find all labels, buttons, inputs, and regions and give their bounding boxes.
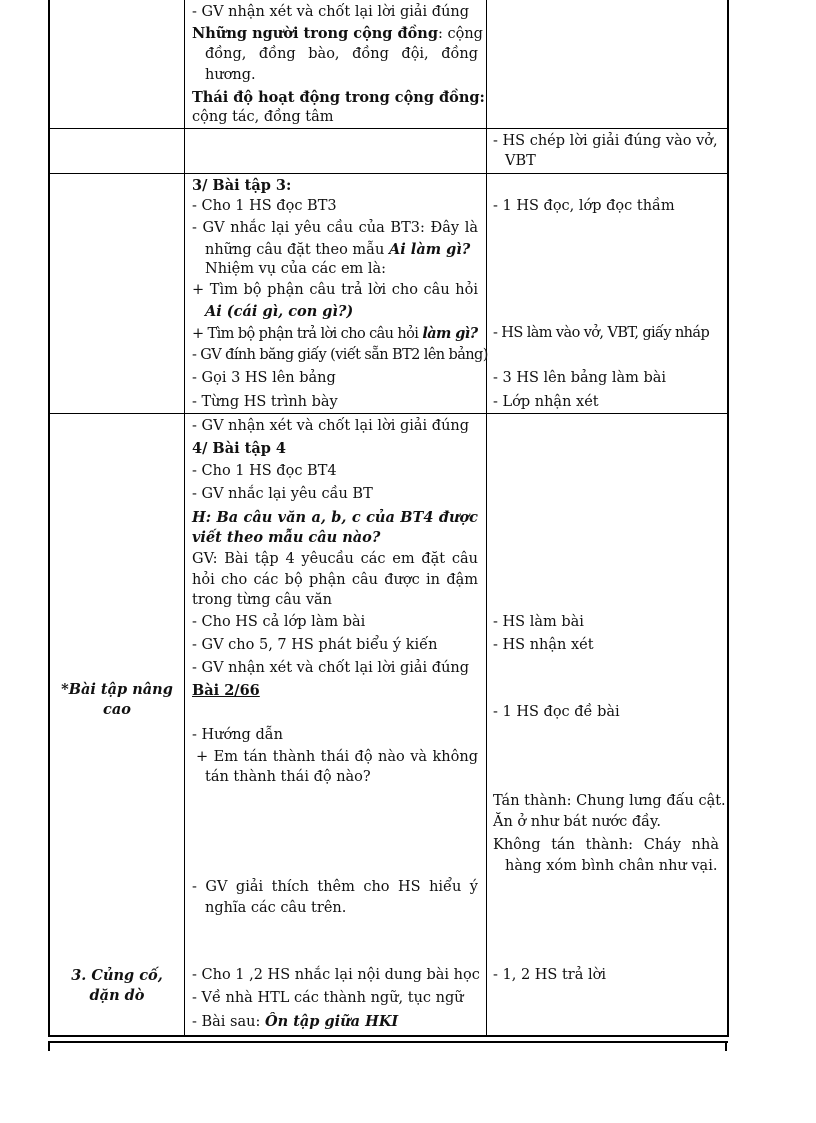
activity-advanced-exercise: *Bài tập nâng <box>61 681 173 698</box>
column-divider-1 <box>184 0 185 1036</box>
table-left-border <box>48 0 50 1036</box>
teacher-line: nghĩa các câu trên. <box>205 900 347 916</box>
next-table-right-border <box>725 1041 727 1051</box>
teacher-line: - Về nhà HTL các thành ngữ, tục ngữ <box>192 990 464 1006</box>
row-divider-1 <box>48 128 729 129</box>
exercise-heading: 3/ Bài tập 3: <box>192 177 292 194</box>
teacher-text: + Tìm bộ phận trả lời cho câu hỏi <box>192 326 423 342</box>
student-line: - 3 HS lên bảng làm bài <box>493 370 667 386</box>
teacher-line <box>192 23 483 45</box>
teacher-line: - GV nhận xét và chốt lại lời giải đúng <box>192 4 470 20</box>
student-line: - HS làm vào vở, VBT, giấy nháp <box>493 325 710 341</box>
teacher-line: Nhiệm vụ của các em là: <box>205 261 387 277</box>
column-divider-2 <box>486 0 487 1036</box>
student-line: - HS chép lời giải đúng vào vở, <box>493 133 718 149</box>
teacher-line: GV: Bài tập 4 yêucầu các em đặt câu <box>192 551 478 567</box>
exercise-heading: Bài 2/66 <box>192 682 260 699</box>
teacher-line: trong từng câu văn <box>192 592 333 608</box>
teacher-line <box>192 1011 398 1033</box>
teacher-line: - Cho 1 HS đọc BT4 <box>192 463 337 479</box>
student-line: VBT <box>505 153 536 169</box>
teacher-line: - Từng HS trình bày <box>192 394 338 410</box>
pattern-term: Ai làm gì? <box>389 241 471 258</box>
teacher-line: + Tìm bộ phận câu trả lời cho câu hỏi <box>192 282 478 298</box>
teacher-text: : cộng <box>437 26 483 42</box>
student-line: - 1 HS đọc, lớp đọc thầm <box>493 198 675 214</box>
student-line: hàng xóm bình chân như vại. <box>505 858 718 874</box>
teacher-line: cộng tác, đồng tâm <box>192 109 334 125</box>
teacher-line: Ai (cái gì, con gì?) <box>205 303 354 320</box>
teacher-line: + Em tán thành thái độ nào và không <box>196 749 478 765</box>
bold-term: Những người trong cộng đồng <box>192 25 438 42</box>
activity-consolidation: dặn dò <box>89 987 145 1004</box>
activity-consolidation: 3. Củng cố, <box>71 967 163 984</box>
teacher-line: - GV nhận xét và chốt lại lời giải đúng <box>192 418 470 434</box>
student-line: - HS nhận xét <box>493 637 594 653</box>
table-right-border <box>727 0 729 1036</box>
teacher-line: - GV nhận xét và chốt lại lời giải đúng <box>192 660 470 676</box>
student-line: - 1 HS đọc đề bài <box>493 704 620 720</box>
row-divider-3 <box>48 413 729 414</box>
teacher-line <box>192 323 478 345</box>
next-table-left-border <box>48 1041 50 1051</box>
teacher-line: hỏi cho các bộ phận câu được in đậm <box>192 572 478 588</box>
teacher-line <box>205 239 470 261</box>
exercise-heading: 4/ Bài tập 4 <box>192 440 287 457</box>
teacher-line: - Cho 1 ,2 HS nhắc lại nội dung bài học <box>192 967 480 983</box>
question-line: viết theo mẫu câu nào? <box>192 529 381 546</box>
student-line: Không tán thành: Cháy nhà <box>493 837 719 853</box>
teacher-line: Thái độ hoạt động trong cộng đồng: <box>192 89 485 106</box>
teacher-text: - Bài sau: <box>192 1014 265 1030</box>
teacher-line: hương. <box>205 67 256 83</box>
student-line: Tán thành: Chung lưng đấu cật. <box>493 793 726 809</box>
teacher-line: đồng, đồng bào, đồng đội, đồng <box>205 46 478 62</box>
student-line: - 1, 2 HS trả lời <box>493 967 606 983</box>
teacher-line: tán thành thái độ nào? <box>205 769 371 785</box>
student-line: Ăn ở như bát nước đầy. <box>493 814 661 830</box>
teacher-line: - GV giải thích thêm cho HS hiểu ý <box>192 879 478 895</box>
teacher-line: - Cho HS cả lớp làm bài <box>192 614 366 630</box>
row-divider-2 <box>48 173 729 174</box>
student-line: - Lớp nhận xét <box>493 394 599 410</box>
question-line: H: Ba câu văn a, b, c của BT4 được <box>192 509 478 526</box>
student-line: - HS làm bài <box>493 614 584 630</box>
pattern-term: làm gì? <box>422 325 478 342</box>
teacher-line: - GV cho 5, 7 HS phát biểu ý kiến <box>192 637 438 653</box>
next-lesson-title: Ôn tập giữa HKI <box>264 1013 399 1030</box>
teacher-line: - Hướng dẫn <box>192 727 283 743</box>
teacher-line: - Gọi 3 HS lên bảng <box>192 370 336 386</box>
teacher-line: - GV nhắc lại yêu cầu của BT3: Đây là <box>192 220 478 236</box>
teacher-line: - GV đính băng giấy (viết sẵn BT2 lên bảng) <box>192 347 488 363</box>
activity-advanced-exercise: cao <box>103 701 131 718</box>
teacher-text: những câu đặt theo mẫu <box>205 242 389 258</box>
teacher-line: - GV nhắc lại yêu cầu BT <box>192 486 373 502</box>
table-bottom-border <box>48 1035 729 1037</box>
teacher-line: - Cho 1 HS đọc BT3 <box>192 198 337 214</box>
next-table-top-border <box>48 1041 728 1043</box>
